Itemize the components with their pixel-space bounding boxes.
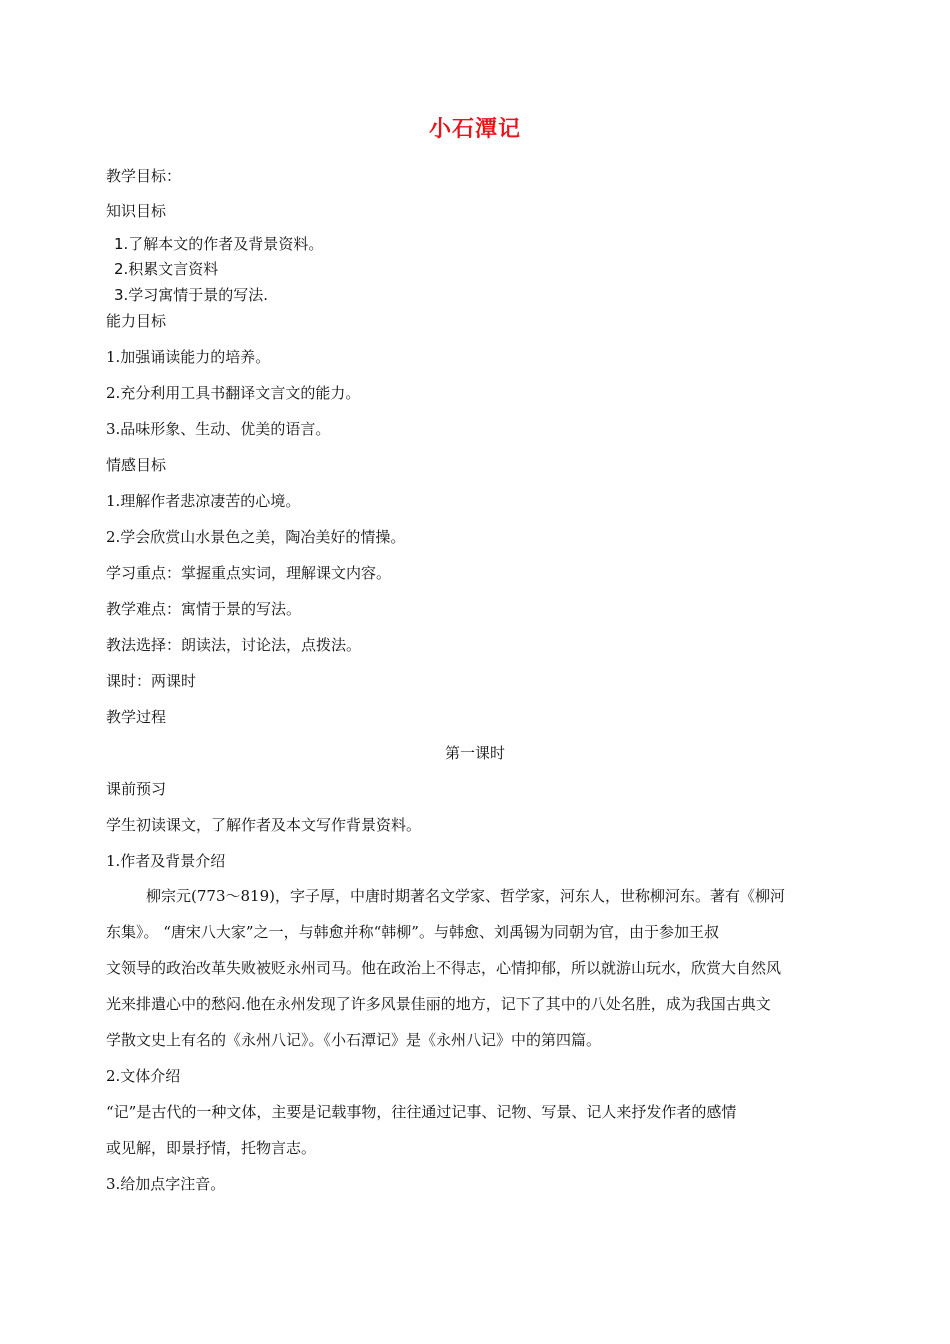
knowledge-item-2: 2.积累文言资料 — [114, 260, 219, 278]
teaching-methods: 教法选择：朗读法，讨论法，点拨法。 — [106, 636, 362, 654]
class-hours: 课时：两课时 — [106, 672, 197, 690]
lesson-one-heading: 第一课时 — [444, 744, 505, 762]
emotion-heading: 情感目标 — [106, 456, 167, 474]
knowledge-item-3: 3.学习寓情于景的写法. — [114, 286, 269, 304]
ability-item-1: 1.加强诵读能力的培养。 — [106, 348, 271, 366]
ability-heading: 能力目标 — [106, 312, 167, 330]
teaching-difficulty: 教学难点：寓情于景的写法。 — [106, 600, 302, 618]
objectives-heading: 教学目标： — [106, 167, 182, 185]
preview-heading: 课前预习 — [106, 780, 167, 798]
knowledge-heading: 知识目标 — [106, 202, 167, 220]
knowledge-item-1: 1.了解本文的作者及背景资料。 — [114, 235, 324, 253]
section1-line-2: 东集》。 “唐宋八大家”之一，与韩愈并称“韩柳”。与韩愈、刘禹锡为同朝为官，由于参加王叔 — [106, 923, 719, 941]
section1-line-4: 光来排遣心中的愁闷.他在永州发现了许多风景佳丽的地方，记下了其中的八处名胜，成为我国古典文 — [106, 995, 771, 1013]
ability-item-3: 3.品味形象、生动、优美的语言。 — [106, 420, 331, 438]
emotion-item-2: 2.学会欣赏山水景色之美，陶冶美好的情操。 — [106, 528, 406, 546]
section1-line-3: 文领导的政治改革失败被贬永州司马。他在政治上不得志，心情抑郁，所以就游山玩水，欣赏大自然风 — [106, 959, 782, 977]
process-heading: 教学过程 — [106, 708, 167, 726]
section1-line-5: 学散文史上有名的《永州八记》。《小石潭记》是《永州八记》中的第四篇。 — [106, 1031, 602, 1049]
document-title: 小石潭记 — [428, 117, 521, 142]
section1-line-1: 柳宗元(773～819)，字子厚，中唐时期著名文学家、哲学家，河东人，世称柳河东。著有《柳河 — [146, 887, 785, 905]
section3-heading: 3.给加点字注音。 — [106, 1175, 226, 1193]
section1-heading: 1.作者及背景介绍 — [106, 852, 226, 870]
preview-text: 学生初读课文，了解作者及本文写作背景资料。 — [106, 816, 422, 834]
key-point: 学习重点：掌握重点实词，理解课文内容。 — [106, 564, 392, 582]
section2-line-2: 或见解，即景抒情，托物言志。 — [106, 1139, 317, 1157]
ability-item-2: 2.充分利用工具书翻译文言文的能力。 — [106, 384, 361, 402]
section2-line-1: “记”是古代的一种文体，主要是记载事物，往往通过记事、记物、写景、记人来抒发作者的感情 — [106, 1103, 737, 1121]
emotion-item-1: 1.理解作者悲凉凄苦的心境。 — [106, 492, 301, 510]
section2-heading: 2.文体介绍 — [106, 1067, 181, 1085]
